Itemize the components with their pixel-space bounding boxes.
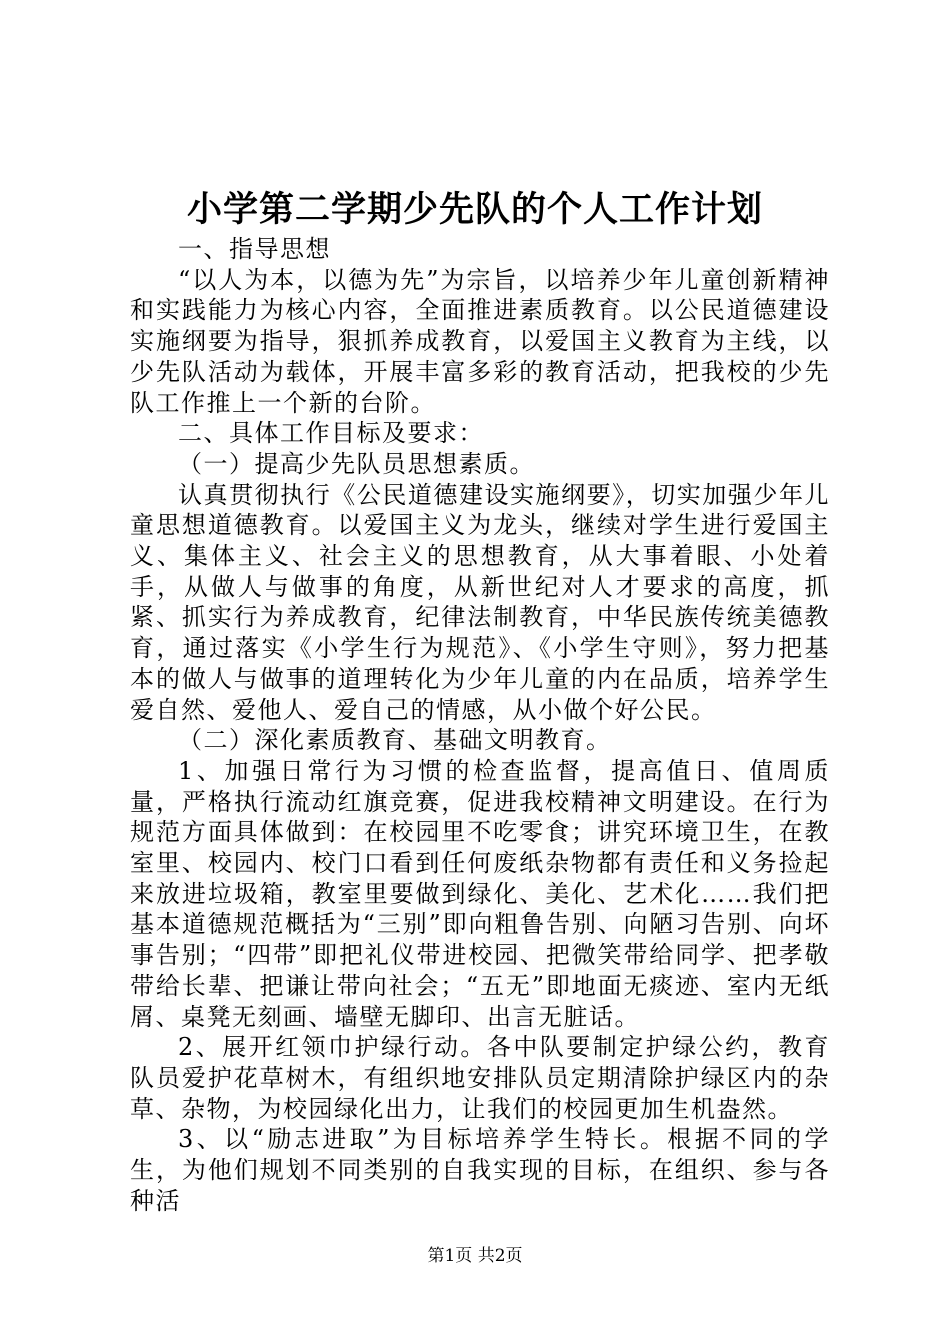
page-footer: 第1页 共2页 bbox=[427, 1246, 523, 1266]
section-heading: 一、指导思想 bbox=[178, 235, 331, 263]
subsection-heading: （一）提高少先队员思想素质。 bbox=[178, 449, 535, 478]
subsection-heading: （二）深化素质教育、基础文明教育。 bbox=[178, 726, 612, 755]
section-heading: 二、具体工作目标及要求： bbox=[178, 419, 484, 448]
paragraph: 2、展开红领巾护绿行动。各中队要制定护绿公约，教育队员爱护花草树木，有组织地安排队员定期清除护绿区内的杂草、杂物，为校园绿化出力，让我们的校园更加生机盎然。 bbox=[130, 1033, 830, 1123]
document-title: 小学第二学期少先队的个人工作计划 bbox=[186, 189, 763, 230]
paragraph: 1、加强日常行为习惯的检查监督，提高值日、值周质量，严格执行流动红旗竞赛，促进我校精神文明建设。在行为规范方面具体做到：在校园里不吃零食；讲究环境卫生，在教室里、校园内、校门口看到任何废纸杂物都有责任和义务捡起来放进垃圾箱，教室里要做到绿化、美化、艺术化……我们把基本道德规范概括为“三别”即向粗鲁告别、向陋习告别、向坏事告别；“四带”即把礼仪带进校园、把微笑带给同学、把孝敬带给长辈、把谦让带向社会；“五无”即地面无痰迹、室内无纸屑、桌凳无刻画、墙壁无脚印、出言无脏话。 bbox=[130, 756, 830, 1031]
paragraph: 认真贯彻执行《公民道德建设实施纲要》，切实加强少年儿童思想道德教育。以爱国主义为龙头，继续对学生进行爱国主义、集体主义、社会主义的思想教育，从大事着眼、小处着手，从做人与做事的角度，从新世纪对人才要求的高度，抓紧、抓实行为养成教育，纪律法制教育，中华民族传统美德教育，通过落实《小学生行为规范》、《小学生守则》，努力把基本的做人与做事的道理转化为少年儿童的内在品质，培养学生爱自然、爱他人、爱自己的情感，从小做个好公民。 bbox=[130, 480, 830, 724]
paragraph: “以人为本，以德为先”为宗旨，以培养少年儿童创新精神和实践能力为核心内容，全面推进素质教育。以公民道德建设实施纲要为指导，狠抓养成教育，以爱国主义教育为主线，以少先队活动为载体，开展丰富多彩的教育活动，把我校的少先队工作推上一个新的台阶。 bbox=[130, 265, 830, 417]
paragraph: 3、以“励志进取”为目标培养学生特长。根据不同的学生，为他们规划不同类别的自我实现的目标，在组织、参与各种活 bbox=[130, 1125, 830, 1215]
document-body bbox=[130, 234, 830, 1217]
